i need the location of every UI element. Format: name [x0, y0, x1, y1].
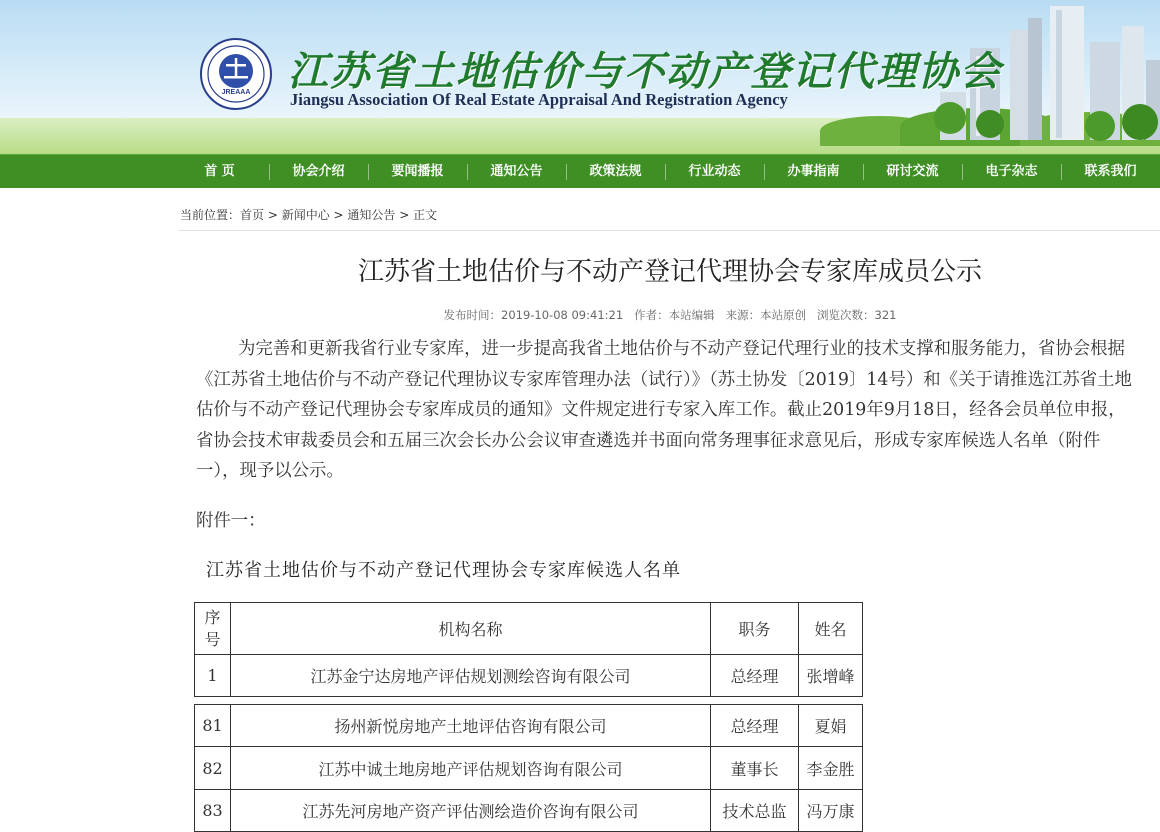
table-row: [195, 747, 863, 790]
logo-text: JREAAA: [221, 89, 251, 96]
nav-item-magazine[interactable]: 电子杂志: [962, 155, 1061, 189]
source-label: 来源：: [725, 308, 761, 322]
article-paragraph-text: 为完善和更新我省行业专家库，进一步提高我省土地估价与不动产登记代理行业的技术支撑和服务能力，省协会根据《江苏省土地估价与不动产登记代理协议专家库管理办法（试行）》（苏土协发〔2019〕14号）和《关于请推选江苏省土地估价与不动产登记代理协会专家库成员的通知》文件规定进行专家入库工作。截止2019年9月18日，经各会员单位申报，省协会技术审裁委员会和五届三次会长办公会议审查遴选并书面向常务理事征求意见后，形成专家库候选人名单（附件一），现予以公示。: [196, 339, 1132, 481]
cell-seq: 1: [195, 655, 231, 697]
view-count: 321: [874, 308, 897, 322]
nav-item-notices[interactable]: 通知公告: [467, 155, 566, 189]
site-header: [0, 0, 1160, 154]
cell-position: 董事长: [711, 747, 799, 790]
source: 本站原创: [760, 308, 807, 322]
cell-position: 总经理: [711, 705, 799, 747]
author: 本站编辑: [668, 308, 715, 322]
cell-org: 扬州新悦房地产土地评估咨询有限公司: [231, 705, 711, 747]
cell-seq: 81: [195, 705, 231, 747]
published-label: 发布时间：: [443, 308, 501, 322]
site-title-en: Jiangsu Association Of Real Estate Appraisal And Registration Agency: [290, 90, 788, 109]
cell-position: 技术总监: [711, 790, 799, 832]
cell-org: 江苏中诚土地房地产评估规划咨询有限公司: [231, 747, 711, 790]
candidate-table-lower-part: [194, 704, 863, 832]
breadcrumb-news-center-link[interactable]: 新闻中心: [281, 208, 330, 222]
views-label: 浏览次数：: [817, 308, 875, 322]
header-position: 职务: [711, 603, 799, 655]
header-org: 机构名称: [231, 603, 711, 655]
cell-position: 总经理: [711, 655, 799, 697]
cell-seq: 82: [195, 747, 231, 790]
nav-item-discussion[interactable]: 研讨交流: [863, 155, 962, 189]
breadcrumb-prefix: 当前位置：: [180, 208, 241, 222]
cell-name: 张增峰: [799, 655, 863, 697]
nav-item-policies[interactable]: 政策法规: [566, 155, 665, 189]
table-caption: 江苏省土地估价与不动产登记代理协会专家库候选人名单: [206, 560, 681, 581]
association-logo: [200, 38, 272, 110]
attachment-label: 附件一：: [196, 511, 266, 531]
nav-item-contact[interactable]: 联系我们: [1061, 155, 1160, 189]
breadcrumb-separator: >: [329, 208, 348, 222]
table-row: [195, 790, 863, 832]
cell-org: 江苏金宁达房地产评估规划测绘咨询有限公司: [231, 655, 711, 697]
header-name: 姓名: [799, 603, 863, 655]
author-label: 作者：: [634, 308, 669, 322]
table-header-row: [195, 603, 863, 655]
candidate-table-header-part: [194, 602, 863, 697]
nav-item-home[interactable]: 首 页: [204, 164, 235, 179]
nav-item-news[interactable]: 要闻播报: [368, 155, 467, 189]
site-title-cn: 江苏省土地估价与不动产登记代理协会: [288, 48, 1002, 95]
breadcrumb-divider: [178, 230, 1160, 231]
breadcrumb-current: 正文: [413, 208, 438, 222]
header-seq: 序号: [195, 603, 231, 655]
breadcrumb: [180, 206, 437, 223]
breadcrumb-separator: >: [395, 208, 414, 222]
breadcrumb-separator: >: [264, 208, 282, 222]
nav-item-industry[interactable]: 行业动态: [665, 155, 764, 189]
breadcrumb-home-link[interactable]: 首页: [240, 208, 265, 222]
table-row: [195, 705, 863, 747]
article-paragraph: [196, 334, 1142, 487]
cell-seq: 83: [195, 790, 231, 832]
article-meta: [180, 307, 1160, 323]
table-row: [195, 655, 863, 697]
cell-name: 李金胜: [799, 747, 863, 790]
published-time: 2019-10-08 09:41:21: [501, 308, 624, 322]
nav-item-about[interactable]: 协会介绍: [269, 155, 368, 189]
breadcrumb-notices-link[interactable]: 通知公告: [347, 208, 396, 222]
article-title: 江苏省土地估价与不动产登记代理协会专家库成员公示: [357, 256, 982, 286]
cell-name: 夏娟: [799, 705, 863, 747]
main-nav: [0, 154, 1160, 188]
cell-name: 冯万康: [799, 790, 863, 832]
cell-org: 江苏先河房地产资产评估测绘造价咨询有限公司: [231, 790, 711, 832]
nav-item-guide[interactable]: 办事指南: [764, 155, 863, 189]
